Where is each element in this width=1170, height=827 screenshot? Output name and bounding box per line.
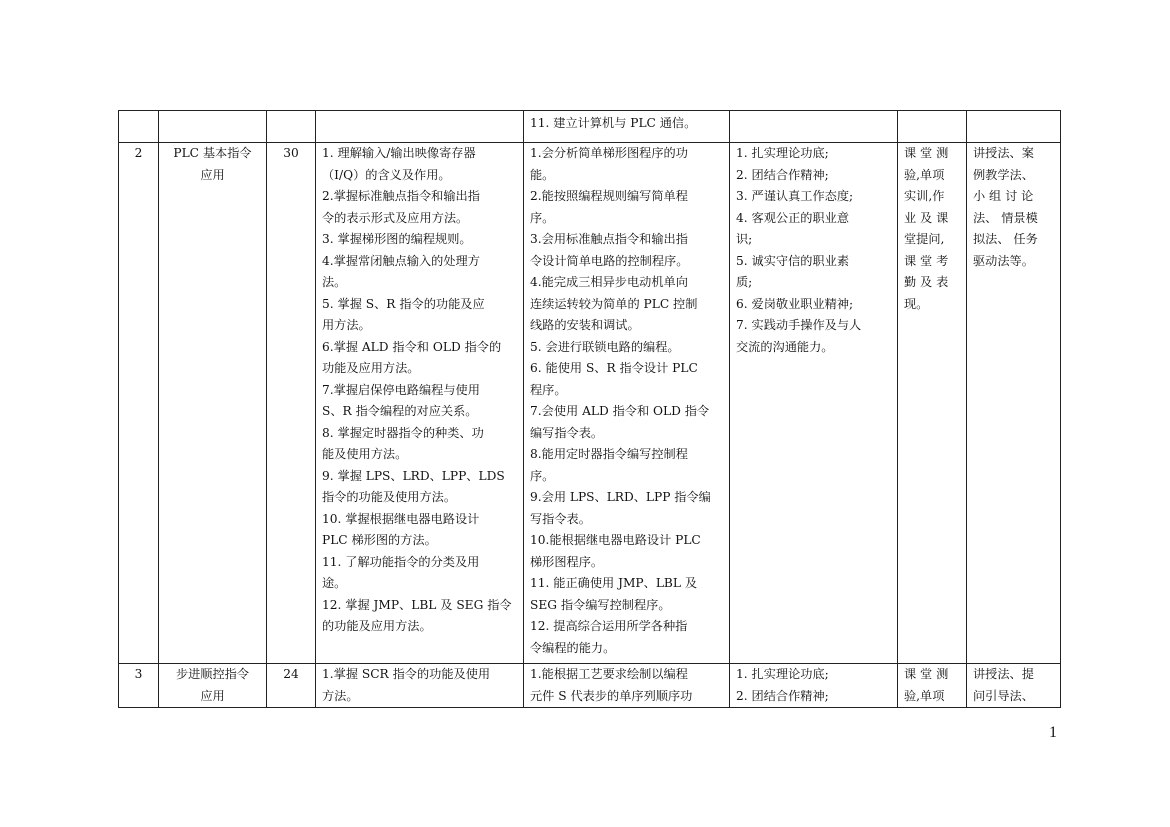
skill-line: 1.能根据工艺要求绘制以编程 [530, 667, 688, 681]
skill-line: 12. 提高综合运用所学各种指 [530, 619, 688, 633]
cell-no: 2 [119, 143, 159, 664]
quality-line: 7. 实践动手操作及与人 [736, 318, 862, 332]
assessment-line: 课 堂 考 [904, 253, 949, 268]
cell-methods [967, 143, 1061, 664]
cell-qualities [730, 111, 898, 143]
quality-line: 识; [736, 232, 753, 246]
cell-hours: 30 [267, 143, 316, 664]
skill-line: 8.能用定时器指令编写控制程 [530, 447, 688, 461]
table-row-3 [119, 664, 1061, 708]
quality-line: 3. 严谨认真工作态度; [736, 189, 854, 203]
page-number: 1 [1049, 724, 1057, 741]
skill-line: 线路的安装和调试。 [530, 318, 640, 332]
skill-line: 5. 会进行联锁电路的编程。 [530, 339, 680, 354]
cell-skills [524, 143, 730, 664]
skill-line: 编写指令表。 [530, 425, 604, 440]
course-content-table [118, 110, 1061, 708]
table-row-continuation [119, 111, 1061, 143]
cell-name [159, 664, 267, 708]
knowledge-line: 6.掌握 ALD 指令和 OLD 指令的 [322, 339, 502, 354]
skill-line: 2.能按照编程规则编写简单程 [530, 189, 688, 203]
knowledge-line: 1. 理解输入/输出映像寄存器 [322, 146, 476, 160]
name-line: PLC 基本指令 [173, 146, 252, 160]
knowledge-line: 5. 掌握 S、R 指令的功能及应 [322, 296, 485, 311]
assessment-line: 课 堂 测 [904, 667, 949, 681]
assessment-line: 现。 [904, 296, 929, 311]
knowledge-line: 方法。 [322, 688, 359, 703]
skill-line: 序。 [530, 210, 555, 225]
skill-line: 连续运转较为简单的 PLC 控制 [530, 296, 698, 311]
skill-line: 令设计简单电路的控制程序。 [530, 253, 689, 268]
knowledge-line: PLC 梯形图的方法。 [322, 533, 437, 547]
skill-line: 3.会用标准触点指令和输出指 [530, 232, 688, 246]
knowledge-line: S、R 指令编程的对应关系。 [322, 404, 478, 418]
knowledge-line: 11. 了解功能指令的分类及用 [322, 554, 480, 569]
skill-line: 梯形图程序。 [530, 554, 604, 569]
skill-line: 令编程的能力。 [530, 640, 616, 655]
quality-line: 6. 爱岗敬业职业精神; [736, 296, 854, 311]
knowledge-line: 的功能及应用方法。 [322, 619, 432, 633]
skill-line: 元件 S 代表步的单序列顺序功 [530, 688, 693, 703]
assessment-line: 验,单项 [904, 688, 945, 703]
knowledge-line: （I/Q）的含义及作用。 [322, 167, 451, 182]
knowledge-line: 1.掌握 SCR 指令的功能及使用 [322, 667, 491, 681]
method-line: 讲授法、提 [973, 667, 1034, 681]
assessment-line: 课 堂 测 [904, 146, 949, 160]
assessment-line: 业 及 课 [904, 210, 949, 225]
cell-assessment [898, 111, 967, 143]
name-line: 应用 [200, 167, 225, 182]
skill-line: 4.能完成三相异步电动机单向 [530, 275, 688, 289]
cell-qualities [730, 143, 898, 664]
cell-name [159, 143, 267, 664]
skill-line: SEG 指令编写控制程序。 [530, 597, 671, 612]
cell-hours: 24 [267, 664, 316, 708]
skill-line: 序。 [530, 468, 555, 483]
cell-skills [524, 664, 730, 708]
cell-knowledge [316, 664, 524, 708]
skill-line: 写指令表。 [530, 511, 591, 526]
knowledge-line: 10. 掌握根据继电器电路设计 [322, 511, 480, 526]
cell-knowledge [316, 143, 524, 664]
knowledge-line: 用方法。 [322, 318, 371, 332]
cell-qualities [730, 664, 898, 708]
method-line: 小 组 讨 论 [973, 189, 1034, 203]
knowledge-line: 途。 [322, 576, 347, 590]
method-line: 讲授法、案 [973, 146, 1034, 160]
skill-line: 能。 [530, 167, 555, 182]
knowledge-line: 9. 掌握 LPS、LRD、LPP、LDS [322, 468, 505, 483]
quality-line: 2. 团结合作精神; [736, 167, 829, 182]
quality-line: 5. 诚实守信的职业素 [736, 253, 850, 268]
assessment-line: 验,单项 [904, 167, 945, 182]
skill-line: 6. 能使用 S、R 指令设计 PLC [530, 361, 698, 375]
cell-skills [524, 111, 730, 143]
knowledge-line: 令的表示形式及应用方法。 [322, 210, 469, 225]
knowledge-line: 法。 [322, 275, 347, 289]
cell-hours [267, 111, 316, 143]
skill-line: 1.会分析简单梯形图程序的功 [530, 146, 688, 160]
method-line: 例教学法、 [973, 167, 1034, 182]
cell-no [119, 111, 159, 143]
quality-line: 2. 团结合作精神; [736, 688, 829, 703]
cell-name [159, 111, 267, 143]
cell-methods [967, 111, 1061, 143]
quality-line: 1. 扎实理论功底; [736, 667, 829, 681]
knowledge-line: 功能及应用方法。 [322, 361, 420, 375]
knowledge-line: 12. 掌握 JMP、LBL 及 SEG 指令 [322, 597, 512, 612]
assessment-line: 实训,作 [904, 189, 945, 203]
knowledge-line: 能及使用方法。 [322, 447, 408, 461]
skill-line: 10.能根据继电器电路设计 PLC [530, 533, 701, 547]
table-row-2 [119, 143, 1061, 664]
knowledge-line: 3. 掌握梯形图的编程规则。 [322, 232, 472, 246]
quality-line: 交流的沟通能力。 [736, 339, 834, 354]
skill-line: 7.会使用 ALD 指令和 OLD 指令 [530, 404, 710, 418]
quality-line: 质; [736, 275, 753, 289]
method-line: 拟法、 任务 [973, 232, 1038, 246]
quality-line: 1. 扎实理论功底; [736, 146, 829, 160]
skill-line: 11. 建立计算机与 PLC 通信。 [530, 116, 697, 130]
assessment-line: 勤 及 表 [904, 275, 949, 289]
knowledge-line: 指令的功能及使用方法。 [322, 490, 457, 504]
cell-assessment [898, 664, 967, 708]
method-line: 驱动法等。 [973, 253, 1034, 268]
quality-line: 4. 客观公正的职业意 [736, 210, 850, 225]
cell-no: 3 [119, 664, 159, 708]
method-line: 问引导法、 [973, 688, 1034, 703]
skill-line: 9.会用 LPS、LRD、LPP 指令编 [530, 490, 711, 504]
name-line: 步进顺控指令 [175, 667, 250, 681]
knowledge-line: 7.掌握启保停电路编程与使用 [322, 382, 480, 397]
cell-methods [967, 664, 1061, 708]
knowledge-line: 8. 掌握定时器指令的种类、功 [322, 425, 484, 440]
name-line: 应用 [200, 688, 225, 703]
cell-knowledge [316, 111, 524, 143]
method-line: 法、 情景模 [973, 210, 1038, 225]
cell-assessment [898, 143, 967, 664]
assessment-line: 堂提问, [904, 232, 945, 246]
skill-line: 程序。 [530, 382, 567, 397]
knowledge-line: 4.掌握常闭触点输入的处理方 [322, 253, 480, 268]
knowledge-line: 2.掌握标准触点指令和输出指 [322, 189, 480, 203]
skill-line: 11. 能正确使用 JMP、LBL 及 [530, 576, 698, 590]
